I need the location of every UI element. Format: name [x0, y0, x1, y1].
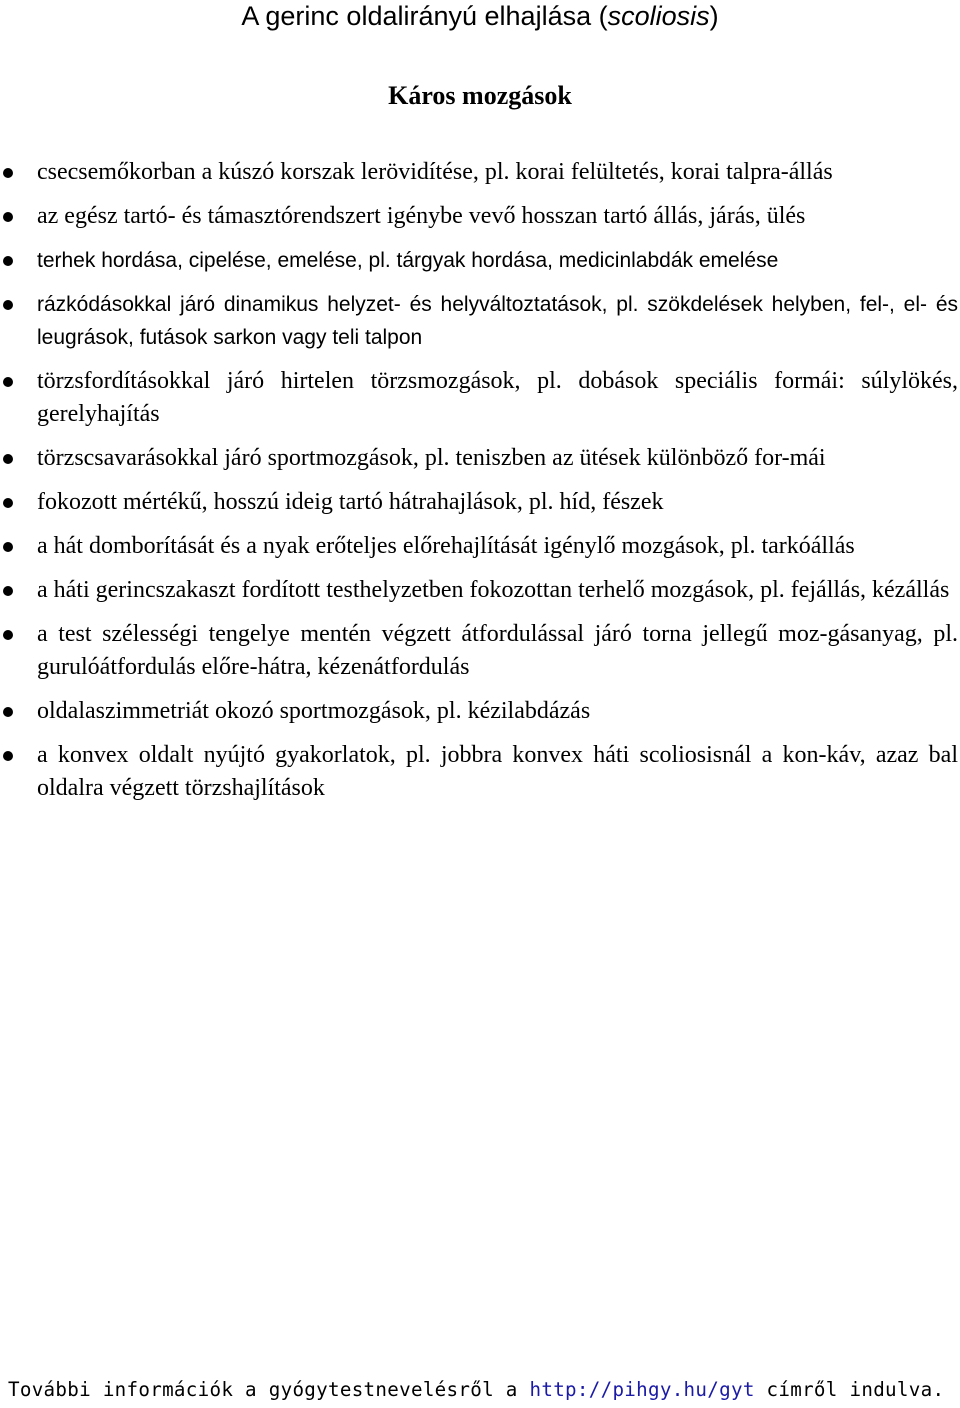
list-item-text: fokozott mértékű, hosszú ideig tartó hátrahajlások, pl. híd, fészek [37, 489, 664, 515]
list-item [0, 618, 960, 684]
bullet-icon [3, 300, 13, 310]
list-item [0, 695, 960, 728]
list-item [0, 574, 960, 607]
bullet-icon [3, 498, 13, 508]
list-item-text: a háti gerincszakaszt fordított testhelyzetben fokozottan terhelő mozgások, pl. fejállás, kézállás [37, 577, 950, 603]
list-item-text: a hát domborítását és a nyak erőteljes előrehajlítását igénylő mozgások, pl. tarkóállás [37, 533, 855, 559]
list-item [0, 288, 960, 354]
page-title [0, 0, 960, 32]
bullet-icon [3, 377, 13, 387]
footer-link[interactable]: http://pihgy.hu/gyt [529, 1378, 755, 1401]
bullet-icon [3, 212, 13, 222]
footer-text: További információk a gyógytestnevelésről a [8, 1378, 530, 1401]
list-item [0, 739, 960, 805]
list-item-text: törzsfordításokkal járó hirtelen törzsmozgások, pl. dobások speciális formái: súlylökés, gerelyhajítás [37, 368, 958, 427]
bullet-icon [3, 707, 13, 717]
list-item [0, 530, 960, 563]
list-item [0, 244, 960, 277]
bullet-icon [3, 542, 13, 552]
bullet-icon [3, 751, 13, 761]
list-item-text: terhek hordása, cipelése, emelése, pl. tárgyak hordása, medicinlabdák emelése [37, 249, 779, 272]
bullet-icon [3, 454, 13, 464]
list-item-text: törzscsavarásokkal járó sportmozgások, pl. teniszben az ütések különböző for-mái [37, 445, 826, 471]
list-item-text: csecsemőkorban a kúszó korszak lerövidítése, pl. korai felültetés, korai talpra-állás [37, 159, 833, 185]
harmful-movements-list [0, 156, 960, 816]
bullet-icon [3, 168, 13, 178]
list-item-text: az egész tartó- és támasztórendszert igénybe vevő hosszan tartó állás, járás, ülés [37, 203, 806, 229]
list-item [0, 442, 960, 475]
footer-note [8, 1377, 958, 1403]
bullet-icon [3, 256, 13, 266]
list-item-text: a test szélességi tengelye mentén végzett átfordulással járó torna jellegű moz-gásanyag, pl. gurulóátfordulás előre-hátra, kézenátfordulás [37, 621, 958, 680]
section-subtitle: Káros mozgások [388, 81, 572, 110]
title-text-end: ) [709, 1, 719, 31]
list-item-text: a konvex oldalt nyújtó gyakorlatok, pl. jobbra konvex háti scoliosisnál a kon-káv, azaz bal oldalra végzett törzshajlítások [37, 742, 958, 801]
footer-text-end: címről indulva. [754, 1378, 945, 1401]
list-item-text: oldalaszimmetriát okozó sportmozgások, pl. kézilabdázás [37, 698, 591, 724]
bullet-icon [3, 630, 13, 640]
title-italic-term: scoliosis [607, 1, 710, 31]
bullet-icon [3, 586, 13, 596]
list-item [0, 156, 960, 189]
list-item-text: rázkódásokkal járó dinamikus helyzet- és helyváltoztatások, pl. szökdelések helyben, fel-, el- és leugrások, futások sarkon vagy teli talpon [37, 293, 958, 349]
list-item [0, 486, 960, 519]
title-text: A gerinc oldalirányú elhajlása ( [241, 1, 608, 31]
list-item [0, 200, 960, 233]
list-item [0, 365, 960, 431]
